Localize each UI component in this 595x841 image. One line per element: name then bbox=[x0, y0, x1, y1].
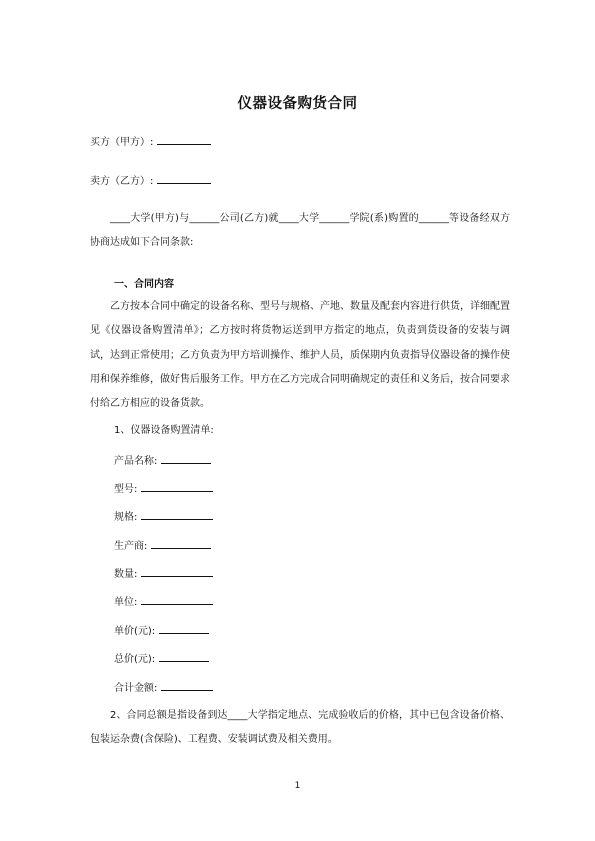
field-total-price bbox=[114, 651, 209, 667]
field-label: 数量: bbox=[114, 569, 138, 580]
field-blank bbox=[141, 594, 213, 605]
seller-blank bbox=[157, 173, 211, 184]
field-label: 单位: bbox=[114, 597, 138, 608]
field-label: 型号: bbox=[114, 484, 138, 495]
field-blank bbox=[161, 453, 211, 464]
field-label: 总价(元): bbox=[114, 654, 156, 665]
buyer-blank bbox=[157, 134, 211, 145]
field-label: 合计金额: bbox=[114, 683, 158, 694]
field-blank bbox=[141, 566, 213, 577]
field-label: 生产商: bbox=[114, 541, 148, 552]
field-blank bbox=[161, 680, 213, 691]
field-quantity bbox=[114, 566, 213, 582]
field-spec bbox=[114, 509, 213, 525]
field-label: 产品名称: bbox=[114, 456, 158, 467]
section1-paragraph: 乙方按本合同中确定的设备名称、型号与规格、产地、数量及配套内容进行供货，详细配置见《仪器设备购置清单》；乙方按时将货物运送到甲方指定的地点，负责到货设备的安装与调试，达到正常使用；乙方负责为甲方培训操作、维护人员，质保期内负责指导仪器设备的操作使用和保养维修，做好售后服务工作。甲方在乙方完成合同明确规定的责任和义务后，按合同要求付给乙方相应的设备货款。 bbox=[90, 301, 510, 410]
buyer-line bbox=[90, 134, 211, 150]
page-number: 1 bbox=[294, 781, 301, 791]
field-unit bbox=[114, 594, 213, 610]
field-blank bbox=[141, 509, 213, 520]
section1-heading: 一、合同内容 bbox=[114, 279, 174, 290]
field-model bbox=[114, 481, 213, 497]
field-product-name bbox=[114, 453, 211, 469]
field-blank bbox=[151, 538, 211, 549]
contract-title: 仪器设备购货合同 bbox=[237, 96, 358, 112]
field-label: 单价(元): bbox=[114, 626, 156, 637]
field-grand-total bbox=[114, 680, 213, 696]
field-unit-price bbox=[114, 623, 209, 639]
intro-paragraph: ____大学(甲方)与______公司(乙方)就____大学______学院(系)购置的______等设备经双方协商达成如下合同条款: bbox=[90, 213, 510, 249]
list-heading: 1、仪器设备购置清单: bbox=[114, 425, 214, 436]
seller-label: 卖方（乙方）: bbox=[90, 176, 154, 187]
field-label: 规格: bbox=[114, 512, 138, 523]
field-manufacturer bbox=[114, 538, 211, 554]
clause2-paragraph: 2、合同总额是指设备到达____大学指定地点、完成验收后的价格，其中已包含设备价格、包装运杂费(含保险)、工程费、安装调试费及相关费用。 bbox=[90, 710, 510, 746]
field-blank bbox=[141, 481, 213, 492]
field-blank bbox=[159, 651, 209, 662]
field-blank bbox=[159, 623, 209, 634]
buyer-label: 买方（甲方）: bbox=[90, 137, 154, 148]
seller-line bbox=[90, 173, 211, 189]
